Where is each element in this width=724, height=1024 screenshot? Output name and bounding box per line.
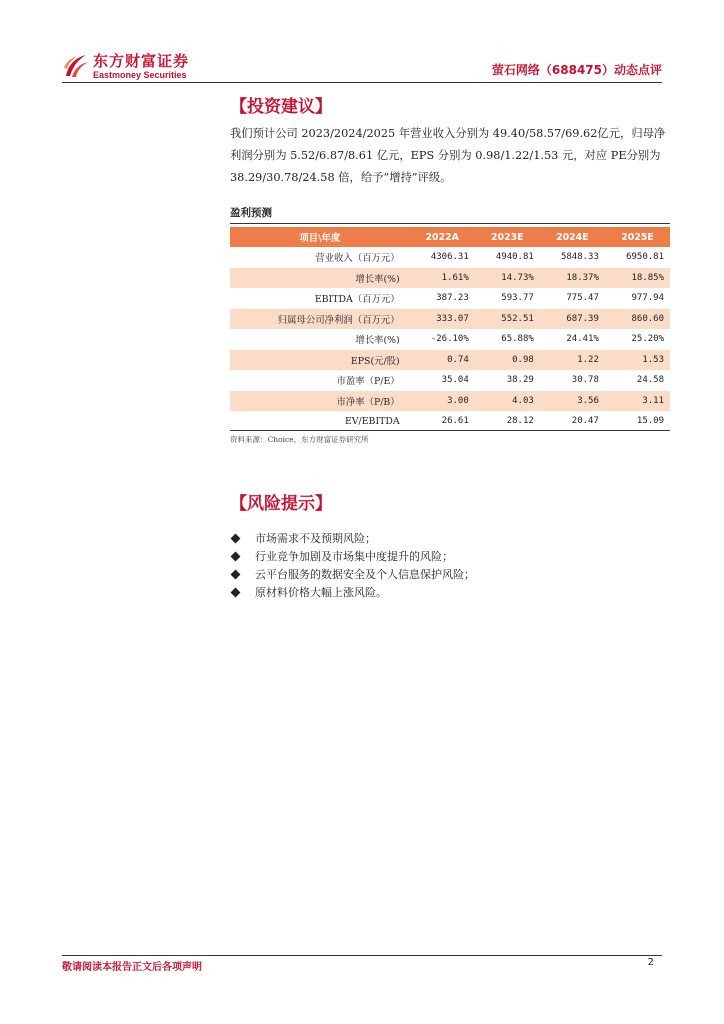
risk-item-text: 市场需求不及预期风险； bbox=[255, 532, 376, 545]
table-row bbox=[230, 370, 670, 391]
table-header-row bbox=[230, 227, 670, 247]
table-cell: 24.58 bbox=[636, 375, 664, 386]
table-cell: 3.00 bbox=[410, 391, 475, 412]
risk-item-text: 行业竞争加剧及市场集中度提升的风险； bbox=[255, 550, 453, 563]
table-cell: 977.94 bbox=[631, 293, 664, 304]
table-cell: 1.61% bbox=[410, 268, 475, 289]
page-number: 2 bbox=[647, 957, 654, 968]
table-row bbox=[230, 268, 670, 289]
table-header-year: 2023E bbox=[475, 227, 540, 247]
table-cell: 860.60 bbox=[605, 309, 670, 330]
table-title-divider bbox=[230, 223, 670, 224]
table-header-year: 2022A bbox=[410, 227, 475, 247]
table-cell: 1.22 bbox=[540, 350, 605, 371]
table-cell: 775.47 bbox=[566, 293, 599, 304]
table-source: 资料来源：Choice，东方财富证券研究所 bbox=[230, 435, 369, 444]
table-row bbox=[230, 391, 670, 412]
table-bottom-divider bbox=[230, 430, 670, 431]
risk-item-text: 原材料价格大幅上涨风险。 bbox=[255, 586, 387, 599]
table-row bbox=[230, 411, 670, 432]
table-row bbox=[230, 350, 670, 371]
diamond-bullet-icon bbox=[231, 551, 241, 561]
row-label: 增长率(%) bbox=[230, 268, 410, 289]
risk-item bbox=[230, 529, 475, 547]
diamond-bullet-icon bbox=[231, 533, 241, 543]
report-title: 萤石网络（688475）动态点评 bbox=[491, 63, 662, 77]
table-cell: 333.07 bbox=[410, 309, 475, 330]
row-label: 归属母公司净利润（百万元） bbox=[230, 309, 410, 330]
footer-divider bbox=[62, 955, 662, 956]
diamond-bullet-icon bbox=[231, 587, 241, 597]
risk-item bbox=[230, 547, 475, 565]
risk-item bbox=[230, 565, 475, 583]
table-cell: 38.29 bbox=[506, 375, 534, 386]
table-cell: 18.85% bbox=[605, 268, 670, 289]
table-cell: 20.47 bbox=[571, 416, 599, 427]
row-label: 营业收入（百万元） bbox=[315, 253, 400, 265]
table-cell: 387.23 bbox=[436, 293, 469, 304]
table-cell: 4306.31 bbox=[430, 252, 469, 263]
table-cell: 5848.33 bbox=[560, 252, 599, 263]
table-cell: 24.41% bbox=[566, 334, 599, 345]
table-cell: -26.10% bbox=[430, 334, 469, 345]
row-label: EPS(元/股) bbox=[230, 350, 410, 371]
header-divider bbox=[62, 82, 662, 83]
table-cell: 4940.81 bbox=[495, 252, 534, 263]
table-cell: 552.51 bbox=[475, 309, 540, 330]
table-row bbox=[230, 288, 670, 309]
row-label: EV/EBITDA bbox=[344, 415, 400, 427]
table-cell: 65.88% bbox=[501, 334, 534, 345]
table-cell: 26.61 bbox=[441, 416, 469, 427]
table-cell: 1.53 bbox=[605, 350, 670, 371]
investment-section-title: 【投资建议】 bbox=[230, 97, 332, 117]
row-label: 增长率(%) bbox=[355, 335, 400, 347]
table-row bbox=[230, 309, 670, 330]
row-label: 市盈率（P/E） bbox=[336, 376, 400, 388]
table-cell: 28.12 bbox=[506, 416, 534, 427]
table-cell: 30.78 bbox=[571, 375, 599, 386]
table-cell: 593.77 bbox=[501, 293, 534, 304]
table-cell: 25.20% bbox=[631, 334, 664, 345]
eastmoney-logo-mark bbox=[62, 52, 90, 80]
logo-chinese-name: 东方财富证券 bbox=[93, 52, 190, 70]
footer-disclaimer: 敬请阅读本报告正文后各项声明 bbox=[62, 962, 202, 973]
table-header-year: 2025E bbox=[605, 227, 670, 247]
risk-list bbox=[230, 529, 475, 601]
table-cell: 15.09 bbox=[636, 416, 664, 427]
table-cell: 35.04 bbox=[441, 375, 469, 386]
table-cell: 0.74 bbox=[410, 350, 475, 371]
table-header-item-year: 项目\年度 bbox=[230, 227, 410, 247]
row-label: 市净率（P/B） bbox=[230, 391, 410, 412]
table-cell: 687.39 bbox=[540, 309, 605, 330]
logo-english-name: Eastmoney Securities bbox=[93, 70, 187, 80]
company-logo bbox=[62, 50, 212, 84]
table-row bbox=[230, 247, 670, 268]
table-cell: 18.37% bbox=[540, 268, 605, 289]
table-cell: 0.98 bbox=[475, 350, 540, 371]
row-label: EBITDA（百万元） bbox=[314, 294, 400, 306]
earnings-forecast-table bbox=[230, 227, 670, 432]
table-cell: 3.11 bbox=[605, 391, 670, 412]
risk-section-title: 【风险提示】 bbox=[230, 494, 332, 514]
risk-item-text: 云平台服务的数据安全及个人信息保护风险； bbox=[255, 568, 475, 581]
table-header-year: 2024E bbox=[540, 227, 605, 247]
table-cell: 3.56 bbox=[540, 391, 605, 412]
table-cell: 6950.81 bbox=[626, 252, 664, 263]
risk-item bbox=[230, 583, 475, 601]
table-title: 盈利预测 bbox=[230, 207, 272, 219]
table-row bbox=[230, 329, 670, 350]
table-cell: 14.73% bbox=[475, 268, 540, 289]
table-cell: 4.03 bbox=[475, 391, 540, 412]
diamond-bullet-icon bbox=[231, 569, 241, 579]
investment-paragraph: 我们预计公司 2023/2024/2025 年营业收入分别为 49.40/58.57/69.62亿元，归母净利润分别为 5.52/6.87/8.61 亿元，EPS 分别为 0.98/1.22/1.53 元，对应 PE分别为38.29/30.78/24.58 倍，给予“增持”评级。 bbox=[230, 127, 666, 184]
